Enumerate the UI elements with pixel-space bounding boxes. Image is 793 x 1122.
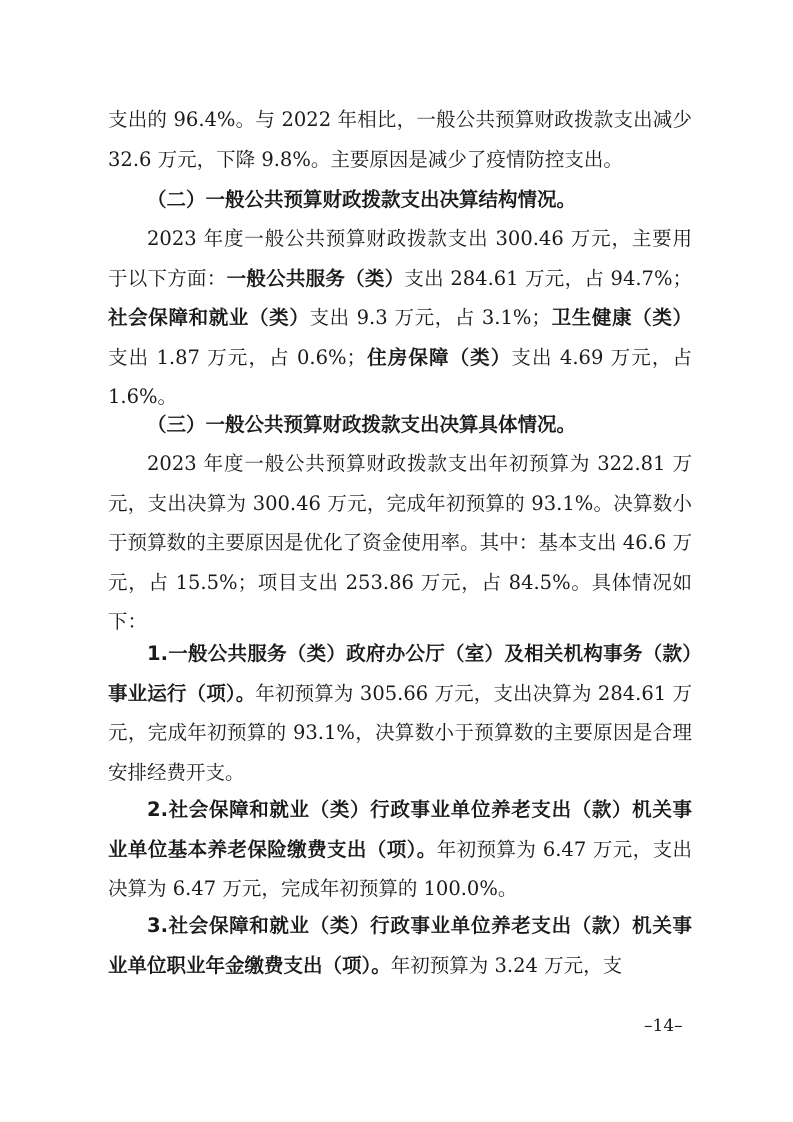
paragraph-expense-change [108,100,692,179]
paragraph-text: 2023 年度一般公共预算财政拨款支出年初预算为 322.81 万元，支出决算为 300.46 万元，完成年初预算的 93.1%。决算数小于预算数的主要原因是优化了资金使用率。其中：基本支出 46.6 万元，占 15.5%；项目支出 253.86 万元，占 84.5%。具体情况如下： [108,452,692,634]
item-1 [108,634,692,792]
heading-text: （三）一般公共预算财政拨款支出决算具体情况。 [147,413,577,436]
item-2 [108,790,692,909]
heading-text: （二）一般公共预算财政拨款支出决算结构情况。 [147,188,577,211]
item-title: 3.社会保障和就业（类）行政事业单位养老支出（款）机关事业单位职业年金缴费支出（项）。 [108,914,692,977]
item-title: 2.社会保障和就业（类）行政事业单位养老支出（款）机关事业单位基本养老保险缴费支出（项）。 [108,798,692,861]
paragraph-text: 2023 年度一般公共预算财政拨款支出 300.46 万元，主要用于以下方面： [108,227,692,290]
item-text: 年初预算为 3.24 万元，支 [390,953,623,977]
item-title: 1.一般公共服务（类）政府办公厅（室）及相关机构事务（款）事业运行（项）。 [108,642,692,705]
category-amount: 支出 284.61 万元，占 94.7%； [404,266,692,290]
item-3 [108,906,692,985]
category-social-security: 社会保障和就业（类） [108,306,310,330]
item-text: 年初预算为 6.47 万元，支出决算为 6.47 万元，完成年初预算的 100.0%。 [108,837,692,901]
category-amount: 支出 9.3 万元，占 3.1%； [309,306,551,330]
category-health: 卫生健康（类） [550,306,692,330]
section-heading-details [108,405,692,445]
item-text: 年初预算为 305.66 万元，支出决算为 284.61 万元，完成年初预算的 93.1%，决算数小于预算数的主要原因是合理安排经费开支。 [108,681,692,784]
paragraph-details [108,444,692,642]
paragraph-text: 支出的 96.4%。与 2022 年相比，一般公共预算财政拨款支出减少 32.6 万元，下降 9.8%。主要原因是减少了疫情防控支出。 [108,108,692,171]
paragraph-structure [108,219,692,417]
category-amount: 支出 1.87 万元，占 0.6%； [108,345,367,369]
category-general-public-services: 一般公共服务（类） [226,266,405,290]
category-amount: 支出 4.69 万元，占 1.6%。 [108,345,692,409]
section-heading-structure [108,180,692,220]
category-housing: 住房保障（类） [366,345,512,369]
page-number: –14– [644,1016,683,1036]
